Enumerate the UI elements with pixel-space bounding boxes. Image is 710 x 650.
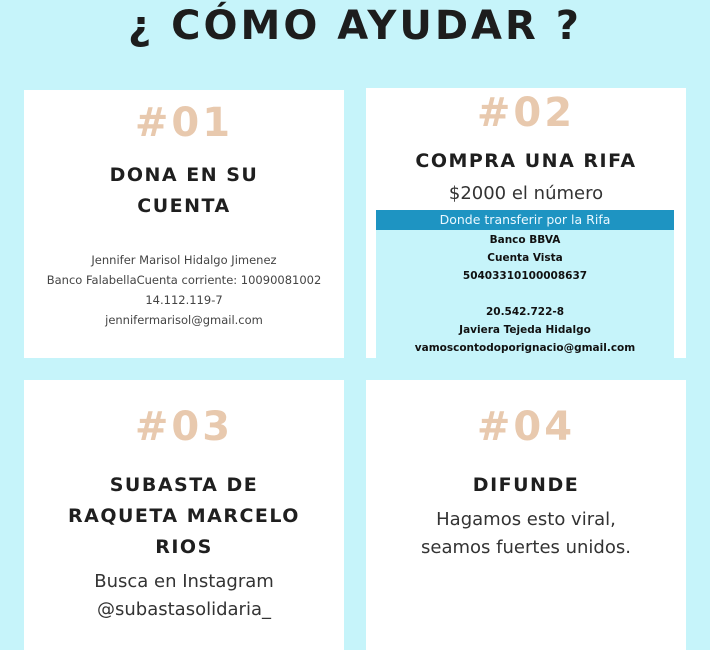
account-email: jennifermarisol@gmail.com — [105, 313, 263, 327]
page-title: ¿ CÓMO AYUDAR ? — [128, 3, 582, 49]
instagram-handle: @subastasolidaria_ — [97, 599, 271, 620]
card-body: Busca en Instagram @subastasolidaria_ — [24, 568, 344, 624]
account-rut: 14.112.119-7 — [145, 293, 223, 307]
card-heading: COMPRA UNA RIFA — [415, 150, 637, 172]
card-body: Hagamos esto viral, seamos fuertes unidos. — [421, 509, 631, 558]
card-raffle — [366, 88, 686, 358]
raffle-price: $2000 el número — [448, 183, 604, 204]
card-heading: SUBASTA DE RAQUETA MARCELO RIOS — [68, 474, 300, 558]
transfer-info-header: Donde transferir por la Rifa — [376, 210, 674, 230]
card-number: #03 — [134, 404, 234, 450]
account-details — [24, 250, 344, 330]
card-auction — [24, 380, 344, 650]
transfer-info-lines: Banco BBVA Cuenta Vista 50403310100008637 20.542.722-8 Javiera Tejeda Hidalgo vamoscontodoporignacio@gmail.com — [414, 234, 636, 354]
card-number: #01 — [134, 100, 234, 146]
card-number: #04 — [476, 404, 576, 450]
transfer-info-box — [376, 210, 674, 358]
card-number: #02 — [476, 90, 576, 136]
card-heading: DIFUNDE — [472, 474, 580, 496]
account-holder: Jennifer Marisol Hidalgo Jimenez — [91, 253, 277, 267]
account-bank: Banco FalabellaCuenta corriente: 10090081002 — [46, 273, 322, 287]
card-donate-account — [24, 90, 344, 358]
card-heading: DONA EN SU CUENTA — [109, 164, 259, 217]
card-share — [366, 380, 686, 650]
